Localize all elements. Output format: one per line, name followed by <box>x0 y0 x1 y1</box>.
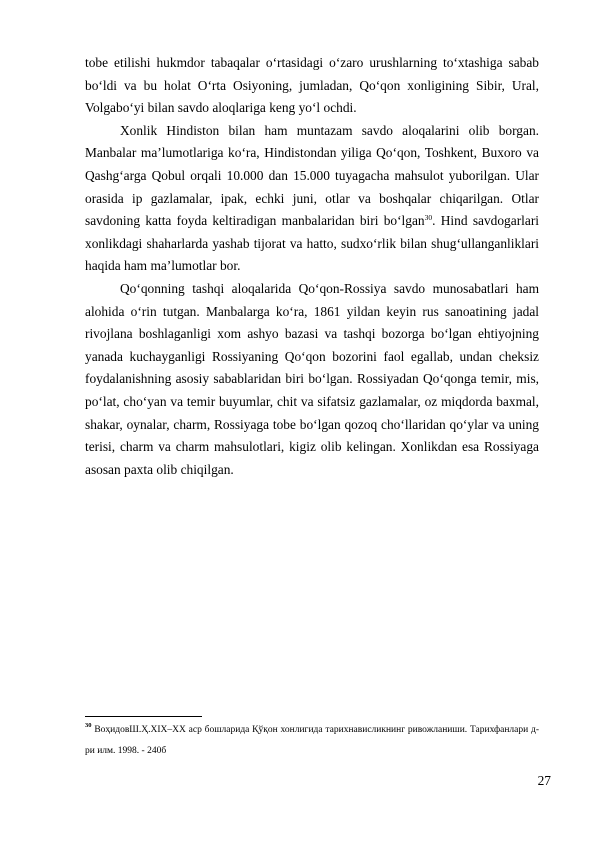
footnote-reference[interactable]: 30 <box>424 213 433 223</box>
paragraph-2-text-continued: . Hind savdogarlari xonlikdagi shaharlarda yashab tijorat va hatto, sudxo‘rlik bilan shug‘ullanganliklari haqida ham ma’lumotlar bor. <box>85 213 539 274</box>
page-body <box>85 52 539 481</box>
footnote-number: 30 <box>85 722 92 729</box>
page-number: 27 <box>537 773 551 788</box>
paragraph-3: Qo‘qonning tashqi aloqalarida Qo‘qon-Rossiya savdo munosabatlari ham alohida o‘rin tutgan. Manbalarga ko‘ra, 1861 yildan keyin rus sanoatining jadal rivojlana boshlaganligi xom ashyo bazasi va tashqi bozorga bo‘lgan ehtiyojning yanada kuchayganligi Rossiyaning Qo‘qon bozorini faol egallab, undan cheksiz foydalanishning asosiy sabablaridan biri bo‘lgan. Rossiyadan Qo‘qonga temir, mis, po‘lat, cho‘yan va temir buyumlar, chit va sifatsiz gazlamalar, oz miqdorda baxmal, shakar, oynalar, charm, Rossiyaga tobe bo‘lgan qozoq cho‘llaridan qo‘ylar va uning terisi, charm va charm mahsulotlari, kigiz olib kelingan. Xonlikdan esa Rossiyaga asosan paxta olib chiqilgan. <box>85 280 539 477</box>
footnote <box>85 720 539 762</box>
footnote-divider <box>85 716 202 717</box>
paragraph-2-text: Xonlik Hindiston bilan ham muntazam savdo aloqalarini olib borgan. Manbalar ma’lumotlariga ko‘ra, Hindistondan yiliga Qo‘qon, Toshkent, Buxoro va Qashg‘arga Qobul orqali 10.000 dan 15.000 tuyagacha mahsulot yuborilgan. Ular orasida ip gazlamalar, ipak, echki juni, otlar va boshqalar chiqarilgan. Otlar savdoning katta foyda keltiradigan manbalaridan biri bo‘lgan <box>85 122 539 229</box>
footnote-text: ВоҳидовШ.Ҳ.XIX–XX аср бошларида Қўқон хонлигида тарихнависликнинг ривожланиши. Тарихфанлари д-ри илм. 1998. - 240б <box>85 725 540 756</box>
paragraph-1: tobe etilishi hukmdor tabaqalar o‘rtasidagi o‘zaro urushlarning to‘xtashiga sabab bo‘ldi va bu holat O‘rta Osiyoning, jumladan, Qo‘qon xonligining Sibir, Ural, Volgabo‘yi bilan savdo aloqlariga keng yo‘l ochdi. <box>85 55 539 116</box>
paragraph-2 <box>85 120 539 278</box>
